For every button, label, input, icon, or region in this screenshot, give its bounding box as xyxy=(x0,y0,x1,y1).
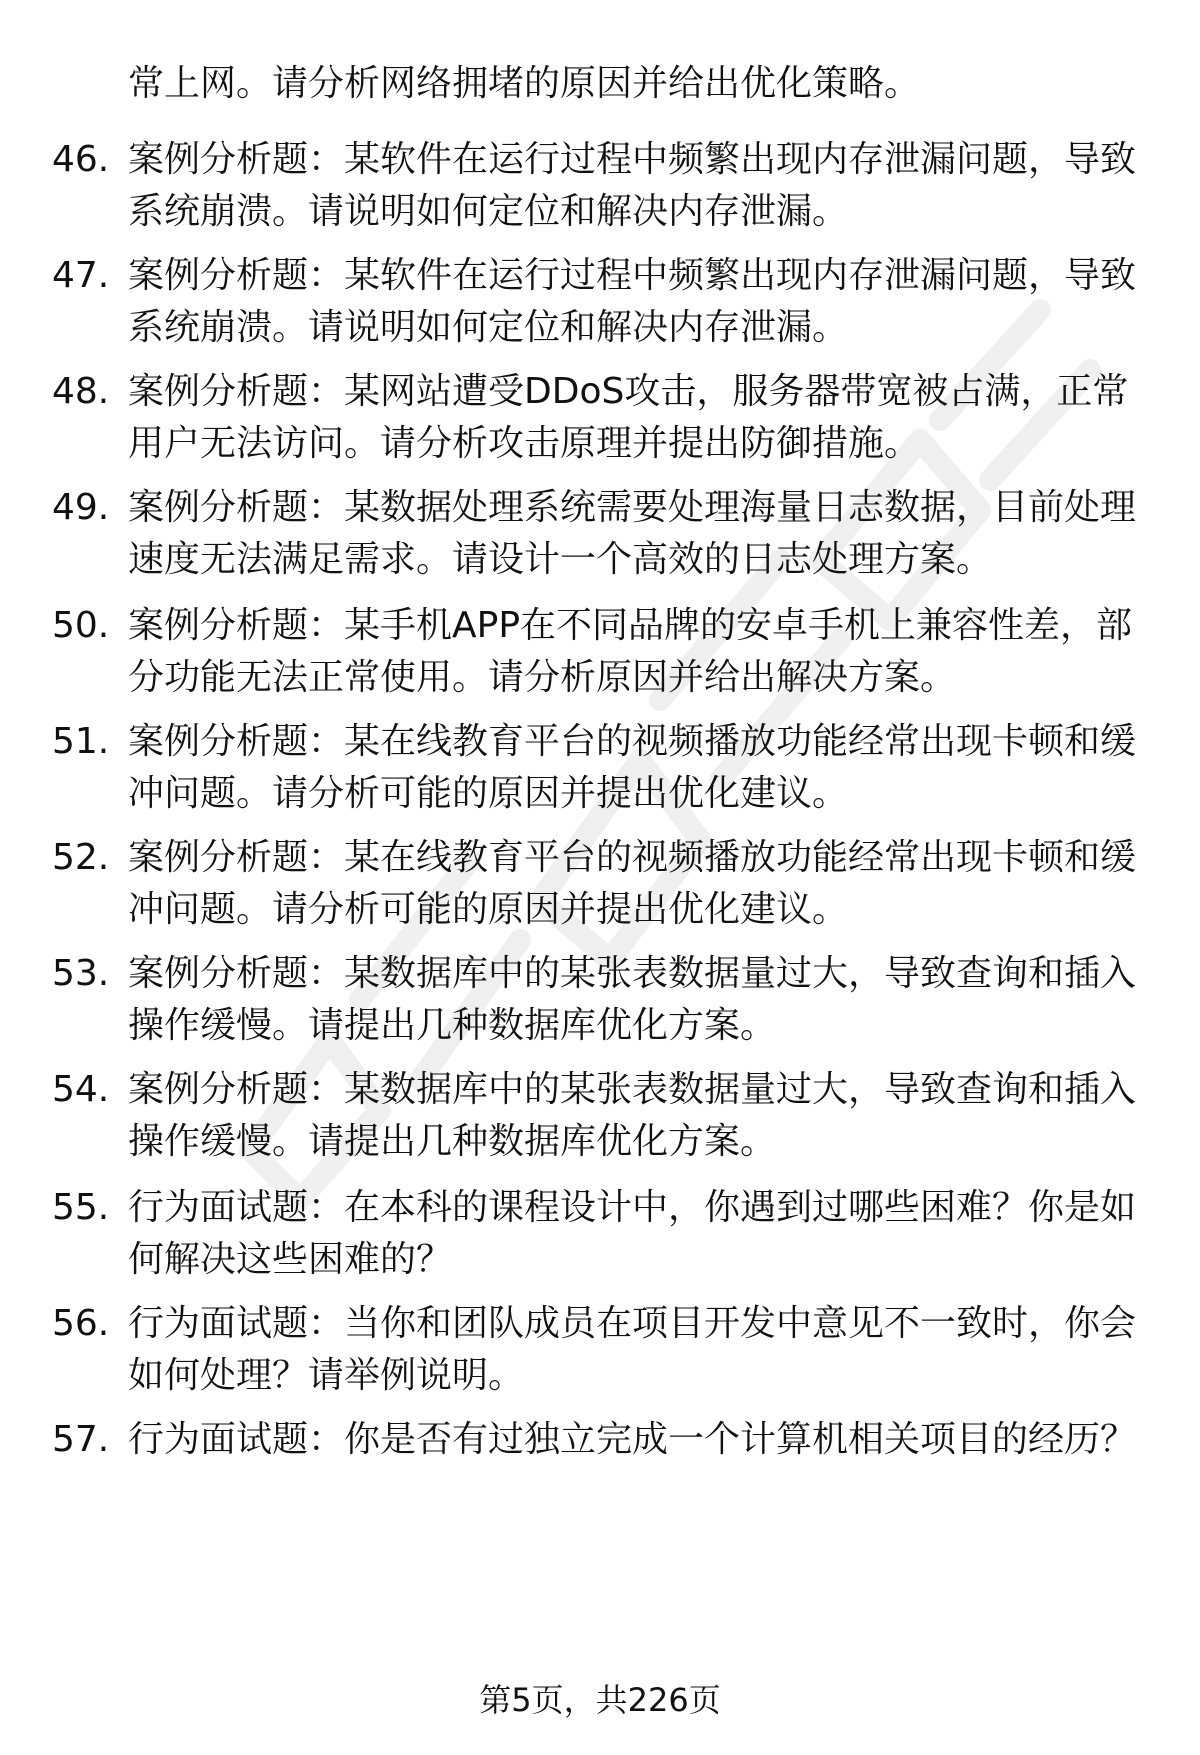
question-text xyxy=(128,250,1138,354)
question-number: 46. xyxy=(52,139,110,180)
question-line: 案例分析题：某数据库中的某张表数据量过大，导致查询和插入 xyxy=(128,1069,1137,1110)
question-line: 用户无法访问。请分析攻击原理并提出防御措施。 xyxy=(128,423,921,464)
question-line: 系统崩溃。请说明如何定位和解决内存泄漏。 xyxy=(128,191,849,232)
question-text xyxy=(128,1182,1138,1286)
question-line: 分功能无法正常使用。请分析原因并给出解决方案。 xyxy=(128,657,957,698)
question-line: 行为面试题：在本科的课程设计中，你遇到过哪些困难？你是如 xyxy=(128,1187,1137,1228)
question-line: 行为面试题：你是否有过独立完成一个计算机相关项目的经历？ xyxy=(128,1419,1137,1460)
question-line: 案例分析题：某在线教育平台的视频播放功能经常出现卡顿和缓 xyxy=(128,721,1137,762)
question-line: 速度无法满足需求。请设计一个高效的日志处理方案。 xyxy=(128,539,993,580)
question-text xyxy=(128,1298,1138,1402)
question-number: 51. xyxy=(52,721,110,762)
question-line: 冲问题。请分析可能的原因并提出优化建议。 xyxy=(128,773,849,814)
question-number: 49. xyxy=(52,487,110,528)
question-text xyxy=(128,716,1138,820)
question-text xyxy=(128,600,1138,704)
question-number: 57. xyxy=(52,1419,110,1460)
question-line: 案例分析题：某软件在运行过程中频繁出现内存泄漏问题，导致 xyxy=(128,255,1137,296)
question-text xyxy=(128,366,1138,470)
question-text xyxy=(128,482,1138,586)
question-text xyxy=(128,1414,1138,1466)
question-text xyxy=(128,134,1138,238)
question-line: 行为面试题：当你和团队成员在项目开发中意见不一致时，你会 xyxy=(128,1303,1137,1344)
question-line: 操作缓慢。请提出几种数据库优化方案。 xyxy=(128,1121,777,1162)
question-number: 53. xyxy=(52,953,110,994)
question-line: 案例分析题：某手机APP在不同品牌的安卓手机上兼容性差，部 xyxy=(128,605,1133,646)
question-number: 48. xyxy=(52,371,110,412)
question-line: 何解决这些困难的？ xyxy=(128,1239,453,1280)
question-line: 操作缓慢。请提出几种数据库优化方案。 xyxy=(128,1005,777,1046)
question-text xyxy=(128,948,1138,1052)
question-number: 55. xyxy=(52,1187,110,1228)
question-line: 案例分析题：某在线教育平台的视频播放功能经常出现卡顿和缓 xyxy=(128,837,1137,878)
question-number: 47. xyxy=(52,255,110,296)
question-number: 56. xyxy=(52,1303,110,1344)
question-line: 案例分析题：某数据库中的某张表数据量过大，导致查询和插入 xyxy=(128,953,1137,994)
question-number: 52. xyxy=(52,837,110,878)
question-line: 冲问题。请分析可能的原因并提出优化建议。 xyxy=(128,889,849,930)
question-text xyxy=(128,1064,1138,1168)
question-line: 案例分析题：某软件在运行过程中频繁出现内存泄漏问题，导致 xyxy=(128,139,1137,180)
question-text xyxy=(128,832,1138,936)
question-number: 54. xyxy=(52,1069,110,1110)
question-line: 案例分析题：某网站遭受DDoS攻击，服务器带宽被占满，正常 xyxy=(128,371,1129,412)
question-line: 案例分析题：某数据处理系统需要处理海量日志数据，目前处理 xyxy=(128,487,1137,528)
continued-question-text: 常上网。请分析网络拥堵的原因并给出优化策略。 xyxy=(128,63,921,104)
question-number: 50. xyxy=(52,605,110,646)
page-number-footer: 第5页，共226页 xyxy=(479,1681,721,1719)
question-line: 系统崩溃。请说明如何定位和解决内存泄漏。 xyxy=(128,307,849,348)
question-line: 如何处理？请举例说明。 xyxy=(128,1355,525,1396)
